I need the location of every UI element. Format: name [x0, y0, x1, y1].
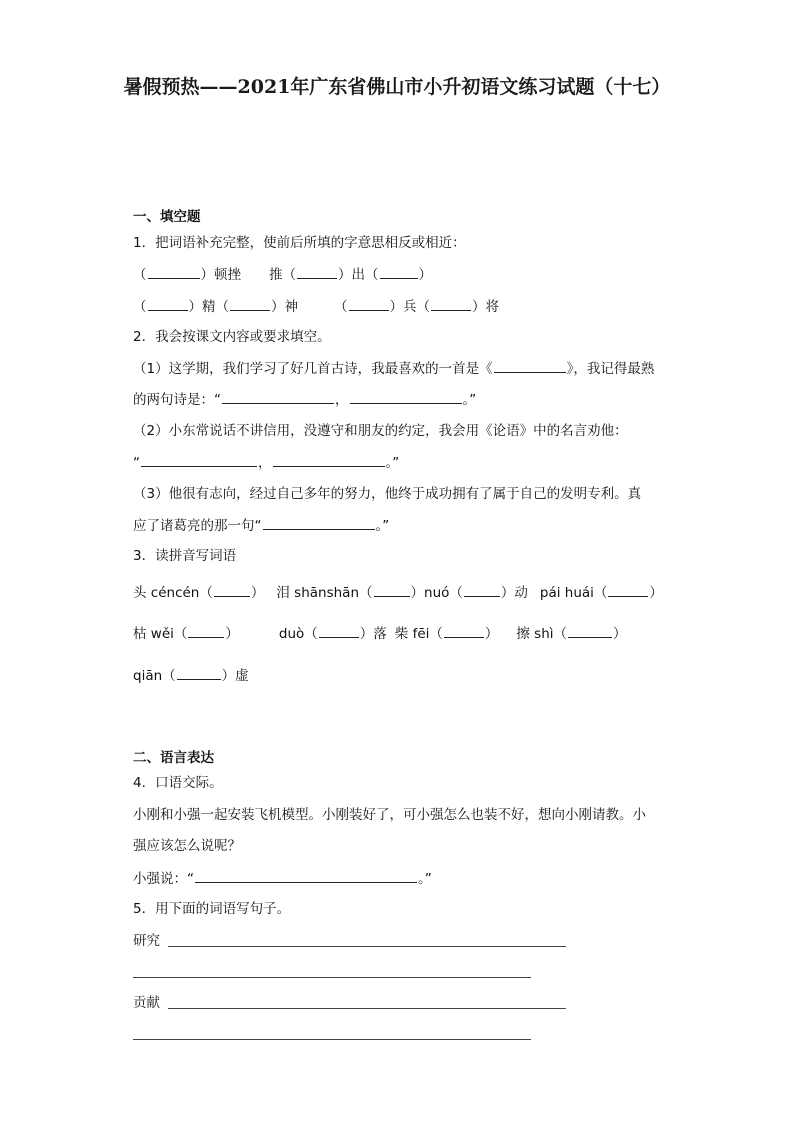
q4-text: 小强说：“ — [133, 871, 194, 887]
question-5-word-1: 研究 — [133, 933, 160, 949]
answer-blank[interactable] — [350, 389, 462, 404]
answer-blank[interactable] — [568, 623, 612, 638]
q2-text: 。” — [462, 392, 477, 408]
question-1-line-2 — [133, 296, 499, 317]
writing-line[interactable] — [168, 1008, 566, 1009]
q3-text: ） — [484, 626, 499, 642]
question-2-text: 2．我会按课文内容或要求填空。 — [133, 329, 331, 345]
page-title: 暑假预热——2021年广东省佛山市小升初语文练习试题（十七） — [123, 76, 671, 98]
q3-text: qiān（ — [133, 668, 176, 684]
q2-text: （1）这学期，我们学习了好几首古诗，我最喜欢的一首是《 — [133, 361, 493, 377]
q3-text: ） — [225, 626, 239, 642]
writing-line[interactable] — [133, 977, 531, 978]
q1-text: 推（ — [269, 267, 296, 283]
question-4-para-2: 强应该怎么说呢？ — [133, 838, 241, 854]
q2-text: 。” — [375, 518, 390, 534]
question-3-row-3 — [133, 665, 249, 686]
question-5-word-2: 贡献 — [133, 995, 160, 1011]
q1-text: ） — [418, 267, 432, 283]
q1-text: ）将 — [472, 299, 499, 315]
answer-blank[interactable] — [188, 623, 224, 638]
question-4-para-1: 小刚和小强一起安装飞机模型。小刚装好了，可小强怎么也装不好，想向小刚请教。小 — [133, 807, 646, 823]
writing-line[interactable] — [133, 1039, 531, 1040]
answer-blank[interactable] — [263, 515, 375, 530]
q2-text: 应了诸葛亮的那一句“ — [133, 518, 262, 534]
q1-text: ）出（ — [338, 267, 379, 283]
question-2-sub-2-line-2 — [133, 452, 399, 473]
section-heading-fill-blank: 一、填空题 — [133, 209, 201, 225]
q2-text: 》，我记得最熟 — [566, 361, 655, 377]
answer-blank[interactable] — [273, 452, 385, 467]
question-1-text: 1．把词语补充完整，使前后所填的字意思相反或相近： — [133, 235, 466, 251]
q1-text: （ — [133, 267, 147, 283]
q3-text: 头 céncén（ — [133, 585, 213, 601]
q3-text: ）虚 — [221, 668, 249, 684]
q2-text: ， — [335, 392, 349, 408]
answer-blank[interactable] — [297, 264, 337, 279]
q3-text: 柴 fēi（ — [394, 626, 443, 642]
q3-text: ）落 — [359, 626, 387, 642]
answer-blank[interactable] — [608, 582, 648, 597]
q2-text: “ — [133, 455, 140, 471]
answer-blank[interactable] — [222, 389, 334, 404]
q1-text: ）兵（ — [389, 299, 430, 315]
q3-text: 泪 shānshān（ — [276, 585, 373, 601]
q1-text: ）神 — [271, 299, 298, 315]
section-heading-expression: 二、语言表达 — [133, 750, 214, 766]
answer-blank[interactable] — [374, 582, 410, 597]
answer-blank[interactable] — [464, 582, 500, 597]
writing-line[interactable] — [168, 946, 566, 947]
q3-text: ） — [250, 585, 265, 601]
answer-blank[interactable] — [444, 623, 484, 638]
answer-blank[interactable] — [494, 358, 566, 373]
q3-text: pái huái（ — [539, 585, 608, 601]
q3-text: ）nuó（ — [410, 585, 463, 601]
question-3-row-1 — [133, 582, 663, 603]
q2-text: ， — [258, 455, 272, 471]
answer-blank[interactable] — [177, 665, 221, 680]
q3-text: ） — [613, 626, 627, 642]
question-4-answer-line — [133, 868, 432, 889]
question-2-sub-2-line-1: （2）小东常说话不讲信用，没遵守和朋友的约定，我会用《论语》中的名言劝他： — [133, 423, 628, 439]
answer-blank[interactable] — [380, 264, 418, 279]
question-2-sub-1-line-1 — [133, 358, 654, 379]
question-2-sub-3-line-1: （3）他很有志向，经过自己多年的努力，他终于成功拥有了属于自己的发明专利。真 — [133, 486, 642, 502]
q3-text: 枯 wěi（ — [133, 626, 188, 642]
answer-blank[interactable] — [148, 264, 200, 279]
q1-text: ）精（ — [188, 299, 229, 315]
q4-text: 。” — [418, 871, 432, 887]
q3-text: ）动 — [500, 585, 528, 601]
q3-text: duò（ — [278, 626, 318, 642]
q2-text: 的两句诗是：“ — [133, 392, 221, 408]
answer-blank[interactable] — [214, 582, 250, 597]
question-3-text: 3．读拼音写词语 — [133, 548, 237, 564]
answer-blank[interactable] — [349, 296, 389, 311]
question-1-line-1 — [133, 264, 432, 285]
answer-blank[interactable] — [230, 296, 270, 311]
q3-text: ） — [649, 585, 663, 601]
answer-blank[interactable] — [195, 868, 417, 883]
answer-blank[interactable] — [148, 296, 188, 311]
q1-text: ）顿挫 — [200, 267, 241, 283]
answer-blank[interactable] — [141, 452, 257, 467]
answer-blank[interactable] — [431, 296, 471, 311]
question-4-text: 4．口语交际。 — [133, 775, 223, 791]
question-5-text: 5．用下面的词语写句子。 — [133, 901, 291, 917]
question-2-sub-1-line-2 — [133, 389, 476, 410]
q1-text: （ — [334, 299, 348, 315]
question-2-sub-3-line-2 — [133, 515, 389, 536]
answer-blank[interactable] — [319, 623, 359, 638]
q3-text: 擦 shì（ — [516, 626, 568, 642]
q1-text: （ — [133, 299, 147, 315]
question-3-row-2 — [133, 623, 627, 644]
q2-text: 。” — [385, 455, 400, 471]
